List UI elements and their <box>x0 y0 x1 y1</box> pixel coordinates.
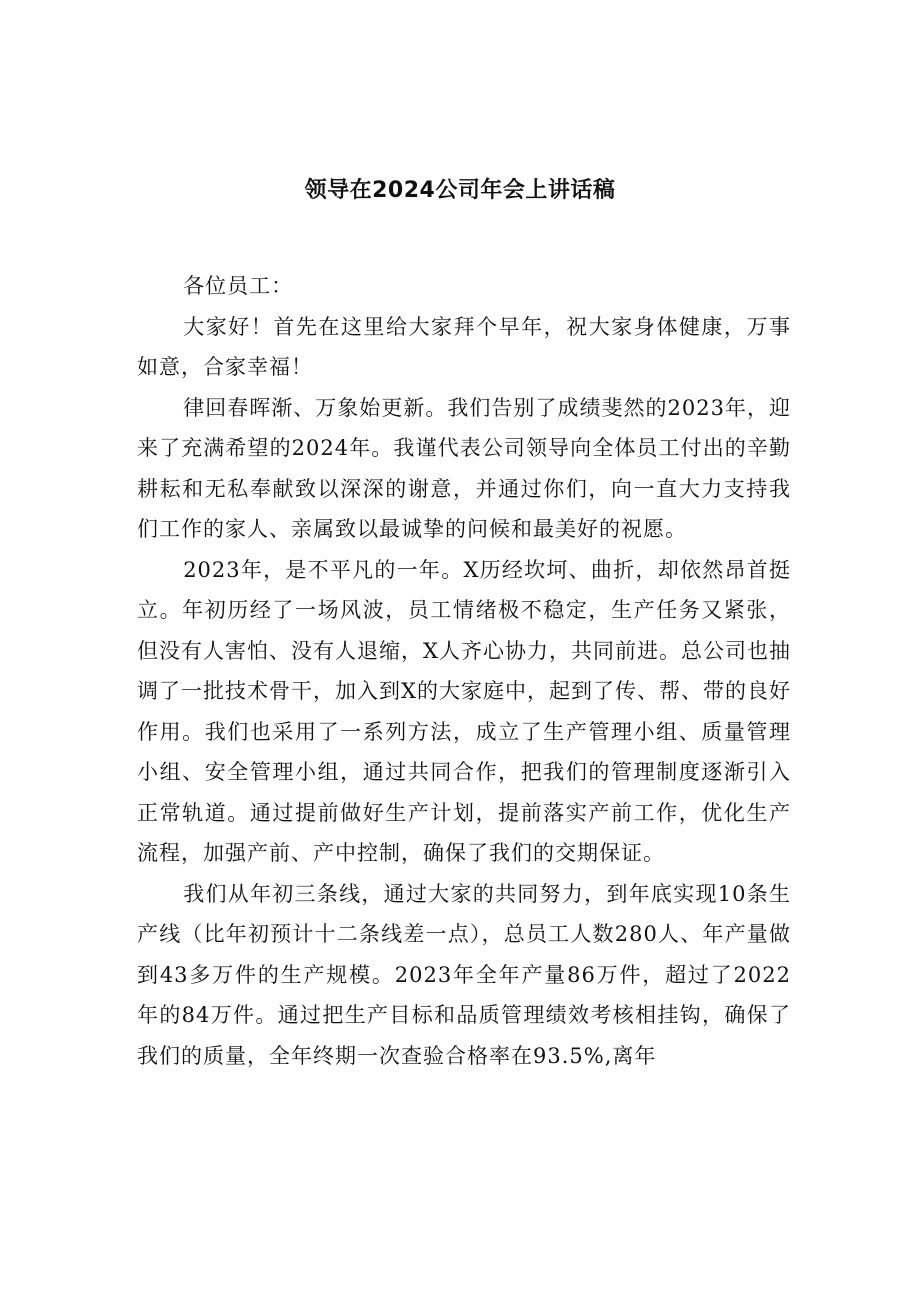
paragraph-production: 我们从年初三条线，通过大家的共同努力，到年底实现10条生产线（比年初预计十二条线差一点），总员工人数280人、年产量做到43多万件的生产规模。2023年全年产量86万件，超过了2022年的84万件。通过把生产目标和品质管理绩效考核相挂钩，确保了我们的质量，全年终期一次查验合格率在93.5%,离年 <box>137 881 792 1068</box>
paragraph-new-year: 律回春晖渐、万象始更新。我们告别了成绩斐然的2023年，迎来了充满希望的2024年。我谨代表公司领导向全体员工付出的辛勤耕耘和无私奉献致以深深的谢意，并通过你们，向一直大力支持我们工作的家人、亲属致以最诚挚的问候和最美好的祝愿。 <box>137 395 791 541</box>
salutation: 各位员工： <box>183 274 294 298</box>
document-body <box>137 266 791 1076</box>
paragraph-2023-review: 2023年，是不平凡的一年。X历经坎坷、曲折，却依然昂首挺立。年初历经了一场风波，员工情绪极不稳定，生产任务又紧张，但没有人害怕、没有人退缩，X人齐心协力，共同前进。总公司也抽调了一批技术骨干，加入到X的大家庭中，起到了传、帮、带的良好作用。我们也采用了一系列方法，成立了生产管理小组、质量管理小组、安全管理小组，通过共同合作，把我们的管理制度逐渐引入正常轨道。通过提前做好生产计划，提前落实产前工作，优化生产流程，加强产前、产中控制，确保了我们的交期保证。 <box>137 557 791 865</box>
paragraph-greeting: 大家好！首先在这里给大家拜个早年，祝大家身体健康，万事如意，合家幸福！ <box>137 314 791 379</box>
document-title: 领导在2024公司年会上讲话稿 <box>304 178 616 203</box>
